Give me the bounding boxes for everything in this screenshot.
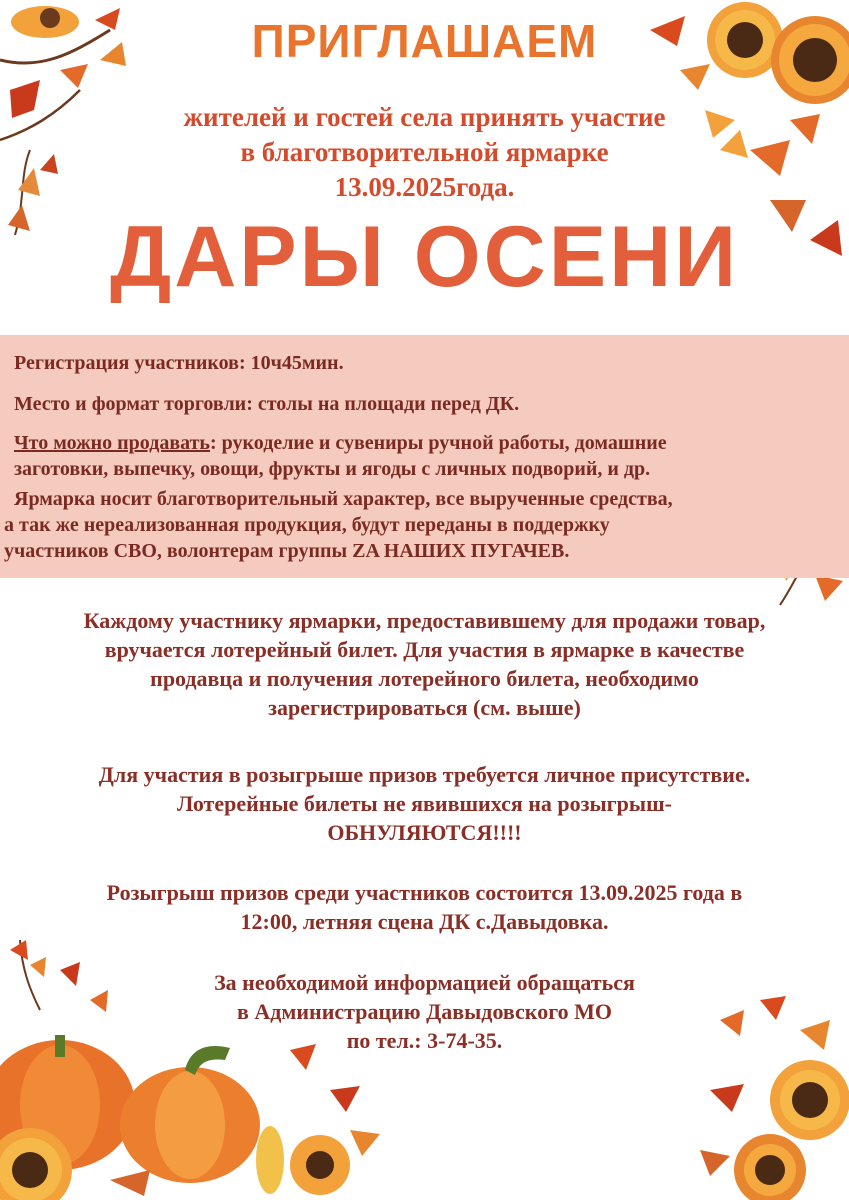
what-to-sell-continued: заготовки, выпечку, овощи, фрукты и ягоды с личных подворий, и др.	[14, 458, 651, 480]
event-title: ДАРЫ ОСЕНИ	[109, 209, 740, 305]
contact-paragraph	[0, 968, 849, 1055]
paragraph-line: продавца и получения лотерейного билета, необходимо	[150, 666, 699, 691]
trade-place: Место и формат торговли: столы на площади перед ДК.	[14, 393, 520, 415]
paragraph-line: зарегистрироваться (см. выше)	[268, 695, 581, 720]
subtitle-line: жителей и гостей села принять участие	[183, 102, 666, 132]
sunflower-bottom-center	[290, 1135, 350, 1195]
registration-time: Регистрация участников: 10ч45мин.	[14, 352, 344, 374]
what-to-sell-label: Что можно продавать	[14, 432, 210, 454]
sunflower-br-1	[770, 1060, 849, 1140]
paragraph-line: вручается лотерейный билет. Для участия в ярмарке в качестве	[104, 637, 745, 662]
paragraph-line: по тел.: 3-74-35.	[346, 1028, 503, 1053]
what-to-sell-text: : рукоделие и сувениры ручной работы, домашние	[210, 432, 667, 454]
paragraph-line: Лотерейные билеты не явившихся на розыгрыш-	[177, 791, 672, 816]
paragraph-line: Розыгрыш призов среди участников состоится 13.09.2025 года в	[106, 880, 743, 905]
invite-subtitle	[0, 100, 849, 205]
presence-paragraph	[0, 760, 849, 847]
subtitle-line: в благотворительной ярмарке	[240, 137, 609, 167]
draw-paragraph	[0, 878, 849, 936]
paragraph-line: Для участия в розыгрыше призов требуется личное присутствие.	[98, 762, 751, 787]
sunflower-br-2	[734, 1134, 806, 1200]
charity-line: а так же нереализованная продукция, будут переданы в поддержку	[4, 514, 610, 536]
lottery-paragraph	[0, 606, 849, 722]
paragraph-line: За необходимой информацией обращаться	[214, 970, 635, 995]
what-to-sell	[14, 432, 667, 455]
paragraph-line: Каждому участнику ярмарки, предоставившему для продажи товар,	[83, 608, 766, 633]
charity-line: участников СВО, волонтерам группы ZA НАШИХ ПУГАЧЕВ.	[4, 540, 570, 562]
charity-line: Ярмарка носит благотворительный характер, все вырученные средства,	[14, 488, 673, 510]
sunflower-bottom-left	[0, 1128, 72, 1200]
paragraph-line: в Администрацию Давыдовского МО	[236, 999, 613, 1024]
subtitle-date: 13.09.2025года.	[334, 172, 515, 202]
paragraph-line: 12:00, летняя сцена ДК с.Давыдовка.	[240, 909, 609, 934]
paragraph-line: ОБНУЛЯЮТСЯ!!!!	[327, 820, 522, 845]
invite-heading: ПРИГЛАШАЕМ	[251, 15, 598, 67]
